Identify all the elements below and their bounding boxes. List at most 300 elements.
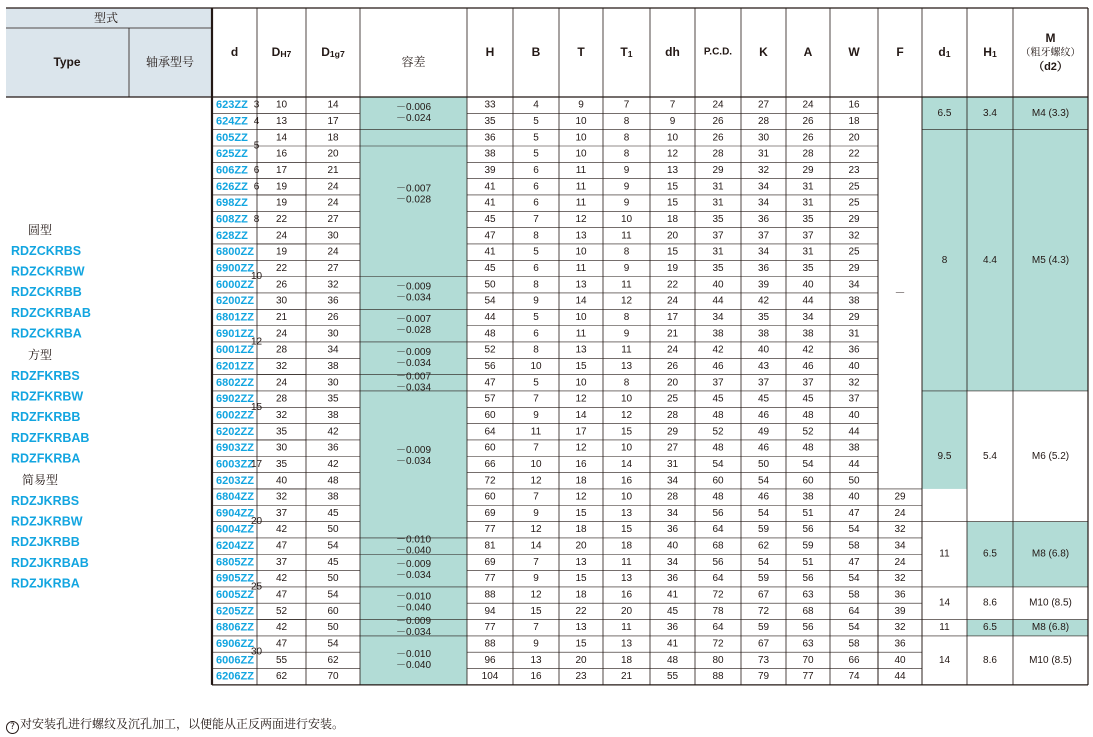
- d1g7-value: 36: [327, 442, 339, 454]
- m-thread-value: M5 (4.3): [1031, 254, 1070, 266]
- dimension-value: 40: [848, 409, 860, 421]
- d1g7-value: 45: [327, 507, 339, 519]
- header-T1: T1: [620, 45, 633, 59]
- dimension-value: 5: [533, 377, 539, 389]
- dimension-value: 36: [484, 132, 496, 144]
- dimension-value: 66: [848, 654, 860, 666]
- dimension-value: 27: [666, 442, 679, 454]
- header-M: M: [1045, 31, 1056, 45]
- bearing-model: 628ZZ: [216, 229, 248, 242]
- type-group-name: 简易型: [21, 473, 59, 487]
- dimension-value: 7: [623, 99, 630, 111]
- dimension-value: 31: [712, 197, 724, 209]
- f-value: 39: [894, 605, 906, 617]
- d1g7-value: 21: [327, 164, 339, 176]
- dimension-value: 11: [530, 426, 542, 438]
- dimension-value: 5: [533, 148, 539, 160]
- bearing-model: 6004ZZ: [216, 523, 254, 536]
- dimension-value: 66: [484, 458, 496, 470]
- bearing-model: 606ZZ: [216, 164, 248, 177]
- dimension-value: 26: [712, 132, 724, 144]
- dimension-value: 31: [666, 458, 679, 470]
- tolerance-upper: －0.009: [395, 616, 432, 628]
- dimension-value: 42: [712, 344, 724, 356]
- dimension-value: 31: [848, 328, 860, 340]
- type-code: RDZJKRBB: [11, 535, 80, 550]
- tolerance-upper: －0.009: [395, 559, 432, 571]
- dimension-value: 24: [666, 344, 679, 356]
- dimension-value: 47: [848, 507, 860, 519]
- bearing-model: 625ZZ: [216, 148, 248, 161]
- h1-value: 4.4: [983, 254, 997, 266]
- dimension-value: 46: [757, 491, 770, 503]
- d-value: 5: [253, 140, 260, 152]
- dimension-value: 36: [666, 573, 679, 585]
- dimension-value: 46: [712, 360, 724, 372]
- dimension-value: 10: [575, 148, 587, 160]
- dimension-value: 40: [712, 279, 724, 291]
- type-code: RDZJKRBS: [11, 494, 80, 508]
- dimension-value: 24: [666, 295, 679, 307]
- dimension-value: 13: [575, 622, 587, 634]
- d1g7-value: 50: [327, 573, 339, 585]
- footnote-text: 对安装孔进行螺纹及沉孔加工，以便能从正反两面进行安装。: [20, 717, 345, 731]
- dimension-value: 74: [848, 671, 860, 683]
- bearing-model: 6203ZZ: [216, 474, 254, 487]
- dimension-value: 4: [533, 99, 539, 111]
- h1-value: 3.4: [983, 107, 997, 119]
- dimension-value: 8: [533, 230, 539, 242]
- dimension-value: 34: [666, 556, 679, 568]
- dimension-value: 8: [533, 344, 539, 356]
- dimension-value: 58: [848, 540, 860, 552]
- dimension-value: 18: [620, 540, 633, 552]
- d1-value: 14: [938, 654, 951, 666]
- d1g7-value: 34: [327, 344, 339, 356]
- tolerance-lower: －0.040: [395, 545, 432, 557]
- dimension-value: 70: [802, 654, 814, 666]
- dimension-value: 77: [484, 524, 496, 536]
- header-bearing-model: 轴承型号: [145, 55, 195, 69]
- dimension-value: 10: [620, 213, 633, 225]
- dimension-value: 45: [757, 393, 770, 405]
- d1-value: 11: [939, 622, 950, 634]
- dimension-value: 41: [666, 589, 679, 601]
- bearing-model: 6800ZZ: [216, 246, 254, 259]
- dimension-value: 8: [533, 279, 539, 291]
- dimension-value: 60: [712, 475, 724, 487]
- dimension-value: 30: [757, 132, 770, 144]
- dimension-value: 60: [484, 442, 496, 454]
- dimension-value: 60: [484, 491, 496, 503]
- dimension-value: 48: [802, 409, 814, 421]
- dimension-value: 9: [533, 295, 539, 307]
- dimension-value: 77: [484, 622, 496, 634]
- f-value: 24: [894, 507, 906, 519]
- bearing-model: 6200ZZ: [216, 295, 254, 308]
- dimension-value: 48: [666, 654, 679, 666]
- tolerance-lower: －0.034: [395, 627, 432, 639]
- d1g7-value: 48: [327, 475, 339, 487]
- bearing-model: 6205ZZ: [216, 605, 254, 618]
- tolerance-lower: －0.028: [395, 325, 432, 337]
- d1-value: 9.5: [937, 450, 952, 462]
- dimension-value: 37: [712, 377, 724, 389]
- dimension-value: 32: [757, 164, 770, 176]
- dimension-value: 72: [484, 475, 496, 487]
- dimension-value: 69: [484, 556, 496, 568]
- dimension-value: 11: [575, 164, 587, 176]
- dimension-value: 12: [530, 475, 542, 487]
- dimension-value: 9: [623, 197, 630, 209]
- dimension-value: 56: [712, 507, 724, 519]
- dimension-value: 51: [802, 507, 814, 519]
- dimension-value: 26: [666, 360, 679, 372]
- dimension-value: 42: [757, 295, 770, 307]
- dimension-value: 36: [757, 213, 770, 225]
- dimension-value: 54: [848, 573, 860, 585]
- dimension-value: 41: [484, 197, 496, 209]
- dimension-value: 60: [802, 475, 814, 487]
- dimension-value: 64: [484, 426, 496, 438]
- d1g7-value: 42: [327, 458, 339, 470]
- header-dh: dh: [665, 45, 680, 59]
- tolerance-lower: －0.034: [395, 570, 432, 582]
- dh7-value: 32: [275, 491, 288, 503]
- dimension-value: 9: [578, 99, 584, 111]
- d1g7-value: 38: [327, 360, 339, 372]
- dimension-value: 44: [802, 295, 814, 307]
- dimension-value: 96: [484, 654, 496, 666]
- dimension-value: 10: [575, 115, 587, 127]
- dimension-value: 25: [666, 393, 679, 405]
- dh7-value: 19: [275, 246, 288, 258]
- dimension-value: 12: [620, 409, 633, 421]
- tolerance-upper: －0.010: [395, 648, 432, 660]
- dimension-value: 14: [620, 458, 633, 470]
- d1g7-value: 35: [327, 393, 339, 405]
- m-thread-value: M6 (5.2): [1031, 450, 1070, 462]
- dimension-value: 15: [575, 507, 587, 519]
- d1g7-value: 70: [327, 671, 339, 683]
- dimension-value: 38: [848, 442, 860, 454]
- dimension-value: 16: [848, 99, 860, 111]
- dimension-value: 31: [712, 246, 724, 258]
- dimension-value: 7: [669, 99, 676, 111]
- footnote: [6, 716, 344, 734]
- dimension-value: 6: [533, 181, 539, 193]
- dimension-value: 44: [848, 458, 860, 470]
- dimension-value: 54: [757, 475, 770, 487]
- dimension-value: 28: [802, 148, 814, 160]
- dimension-value: 25: [848, 246, 860, 258]
- dh7-value: 40: [275, 475, 288, 487]
- dh7-value: 52: [275, 605, 288, 617]
- dimension-value: 13: [666, 164, 679, 176]
- d-value: 6: [253, 164, 260, 176]
- bearing-model: 6005ZZ: [216, 589, 254, 602]
- dimension-value: 18: [575, 475, 587, 487]
- dimension-value: 35: [802, 213, 814, 225]
- header-d1g7: D1g7: [321, 45, 345, 59]
- dimension-value: 78: [712, 605, 724, 617]
- dimension-value: 15: [620, 524, 633, 536]
- dimension-value: 45: [484, 262, 496, 274]
- d1g7-value: 26: [327, 311, 339, 323]
- dimension-value: 34: [757, 181, 770, 193]
- dimension-value: 35: [712, 262, 724, 274]
- tolerance-lower: －0.028: [395, 194, 432, 206]
- dimension-value: 14: [575, 295, 587, 307]
- dimension-value: 56: [802, 573, 814, 585]
- dimension-value: 40: [848, 491, 860, 503]
- tolerance-upper: －0.009: [395, 281, 432, 293]
- dimension-value: 51: [802, 556, 814, 568]
- dh7-value: 35: [275, 458, 288, 470]
- dh7-value: 28: [275, 393, 288, 405]
- tolerance-lower: －0.034: [395, 357, 432, 369]
- dimension-value: 7: [533, 491, 539, 503]
- dimension-value: 13: [575, 279, 587, 291]
- dh7-value: 42: [275, 622, 288, 634]
- type-code: RDZFKRBB: [11, 410, 81, 425]
- dimension-value: 9: [623, 181, 630, 193]
- h1-value: 5.4: [983, 450, 997, 462]
- dimension-value: 5: [533, 246, 539, 258]
- f-value: 36: [894, 589, 906, 601]
- dh7-value: 21: [275, 311, 288, 323]
- dimension-value: 39: [484, 164, 496, 176]
- header-M-note: （粗牙螺纹）: [1020, 47, 1081, 59]
- bearing-model: 6905ZZ: [216, 572, 254, 585]
- dimension-value: 6: [533, 197, 539, 209]
- dimension-value: 11: [575, 197, 587, 209]
- dimension-value: 28: [757, 115, 770, 127]
- dimension-value: 29: [712, 164, 724, 176]
- dh7-value: 47: [275, 638, 288, 650]
- dimension-value: 68: [802, 605, 814, 617]
- dimension-value: 44: [712, 295, 724, 307]
- dimension-value: 13: [575, 556, 587, 568]
- dimension-value: 20: [620, 605, 633, 617]
- dimension-value: 7: [533, 393, 539, 405]
- dh7-value: 42: [275, 573, 288, 585]
- dimension-value: 10: [575, 132, 587, 144]
- dimension-value: 48: [712, 491, 724, 503]
- dh7-value: 42: [275, 524, 288, 536]
- dimension-value: 31: [802, 246, 814, 258]
- d1g7-value: 62: [327, 654, 339, 666]
- dimension-value: 40: [848, 360, 860, 372]
- dimension-value: 54: [757, 507, 770, 519]
- dimension-value: 72: [712, 589, 724, 601]
- dimension-value: 45: [484, 213, 496, 225]
- type-code: RDZFKRBS: [11, 369, 80, 383]
- dimension-value: 11: [621, 622, 632, 634]
- dimension-value: 24: [802, 99, 814, 111]
- dimension-value: 12: [620, 295, 633, 307]
- dimension-value: 44: [484, 311, 496, 323]
- h1-value: 6.5: [983, 622, 997, 634]
- dimension-value: 9: [533, 638, 539, 650]
- dimension-value: 37: [757, 230, 770, 242]
- dimension-value: 18: [575, 589, 587, 601]
- dimension-value: 34: [666, 475, 679, 487]
- dimension-value: 21: [620, 671, 633, 683]
- dh7-value: 19: [275, 181, 288, 193]
- d1g7-value: 36: [327, 295, 339, 307]
- bearing-model: 6903ZZ: [216, 442, 254, 455]
- dh7-value: 22: [275, 213, 288, 225]
- dh7-value: 55: [275, 654, 288, 666]
- bearing-model: 6804ZZ: [216, 491, 254, 504]
- dimension-value: 29: [848, 213, 860, 225]
- dimension-value: 64: [848, 605, 860, 617]
- d1g7-value: 24: [327, 197, 339, 209]
- dimension-value: 72: [712, 638, 724, 650]
- dimension-value: 9: [623, 164, 630, 176]
- dimension-value: 13: [620, 573, 633, 585]
- dimension-value: 34: [757, 197, 770, 209]
- dh7-value: 13: [275, 115, 288, 127]
- header-d: d: [230, 45, 239, 59]
- dimension-value: 15: [666, 197, 679, 209]
- header-A: A: [803, 45, 813, 59]
- dimension-value: 77: [802, 671, 814, 683]
- dimension-value: 69: [484, 507, 496, 519]
- dimension-value: 8: [623, 132, 630, 144]
- dimension-value: 59: [802, 540, 814, 552]
- dimension-value: 47: [484, 230, 496, 242]
- dimension-value: 34: [848, 279, 860, 291]
- dimension-value: 5: [533, 132, 539, 144]
- dimension-value: 19: [666, 262, 679, 274]
- dimension-value: 94: [484, 605, 496, 617]
- dh7-value: 62: [275, 671, 288, 683]
- dimension-value: 79: [757, 671, 770, 683]
- dimension-value: 23: [848, 164, 860, 176]
- dimension-value: 26: [712, 115, 724, 127]
- d1g7-value: 38: [327, 491, 339, 503]
- dimension-value: 88: [484, 589, 496, 601]
- bearing-model: 605ZZ: [216, 131, 248, 144]
- dimension-value: 10: [620, 491, 633, 503]
- dimension-value: 35: [484, 115, 496, 127]
- dimension-value: 34: [757, 246, 770, 258]
- dimension-value: 24: [712, 99, 724, 111]
- dh7-value: 24: [275, 377, 288, 389]
- dimension-value: 31: [757, 148, 770, 160]
- dimension-value: 54: [712, 458, 724, 470]
- dh7-value: 35: [275, 426, 288, 438]
- dimension-value: 7: [533, 442, 539, 454]
- dimension-value: 5: [533, 311, 539, 323]
- header-B: B: [531, 45, 541, 59]
- dh7-value: 16: [275, 148, 288, 160]
- dimension-value: 44: [848, 426, 860, 438]
- dimension-value: 38: [712, 328, 724, 340]
- dimension-value: 9: [533, 507, 539, 519]
- dimension-value: 18: [575, 524, 587, 536]
- dimension-value: 12: [575, 491, 587, 503]
- type-group-name: 圆型: [27, 223, 53, 237]
- dimension-value: 56: [802, 524, 814, 536]
- tolerance-upper: －0.007: [395, 371, 432, 383]
- dimension-value: 54: [484, 295, 496, 307]
- dimension-value: 88: [712, 671, 724, 683]
- dimension-value: 7: [533, 622, 539, 634]
- dimension-value: 48: [712, 409, 724, 421]
- header-M-d2: （d2）: [1033, 61, 1068, 73]
- dh7-value: 17: [275, 164, 288, 176]
- dimension-value: 20: [848, 132, 860, 144]
- dimension-value: 38: [484, 148, 496, 160]
- bearing-model: 6002ZZ: [216, 409, 254, 422]
- bearing-model: 6201ZZ: [216, 360, 254, 373]
- dh7-value: 28: [275, 344, 288, 356]
- dimension-value: 38: [802, 491, 814, 503]
- dimension-value: 36: [666, 524, 679, 536]
- header-H: H: [485, 45, 495, 59]
- dimension-value: 54: [757, 556, 770, 568]
- type-code: RDZFKRBAB: [11, 430, 90, 445]
- f-value: －: [894, 286, 906, 299]
- dh7-value: 47: [275, 540, 288, 552]
- dimension-value: 33: [484, 99, 496, 111]
- dimension-value: 36: [757, 262, 770, 274]
- dimension-value: 63: [802, 638, 814, 650]
- dimension-value: 10: [666, 132, 679, 144]
- dimension-value: 36: [666, 622, 679, 634]
- m-thread-value: M8 (6.8): [1031, 548, 1070, 560]
- dimension-value: 81: [484, 540, 496, 552]
- dimension-value: 9: [533, 409, 539, 421]
- dimension-value: 52: [484, 344, 496, 356]
- d-value: 4: [253, 115, 260, 127]
- f-value: 40: [894, 654, 906, 666]
- dh7-value: 30: [275, 295, 288, 307]
- dimension-value: 64: [712, 573, 724, 585]
- d-value: 6: [253, 181, 260, 193]
- header-type: Type: [53, 55, 81, 69]
- d1g7-value: 30: [327, 230, 339, 242]
- d1g7-value: 38: [327, 409, 339, 421]
- tolerance-lower: －0.024: [395, 112, 432, 124]
- d1-value: 11: [939, 548, 950, 560]
- d-value: 25: [250, 581, 263, 593]
- bearing-model: 6206ZZ: [216, 670, 254, 683]
- tolerance-upper: －0.006: [395, 101, 432, 113]
- dimension-value: 15: [666, 246, 679, 258]
- dimension-value: 11: [575, 328, 587, 340]
- d1g7-value: 20: [327, 148, 339, 160]
- dimension-value: 67: [757, 638, 770, 650]
- dimension-value: 54: [848, 524, 860, 536]
- bearing-model: 6204ZZ: [216, 540, 254, 553]
- dimension-value: 50: [848, 475, 860, 487]
- d1g7-value: 30: [327, 328, 339, 340]
- dimension-value: 14: [575, 409, 587, 421]
- h1-value: 8.6: [983, 597, 997, 609]
- dimension-value: 39: [757, 279, 770, 291]
- type-code: RDZFKRBA: [11, 451, 81, 466]
- dimension-value: 8: [623, 148, 630, 160]
- bearing-model: 6906ZZ: [216, 638, 254, 651]
- dimension-value: 11: [621, 230, 632, 242]
- d1g7-value: 27: [327, 262, 339, 274]
- dimension-value: 20: [575, 654, 587, 666]
- dimension-value: 60: [484, 409, 496, 421]
